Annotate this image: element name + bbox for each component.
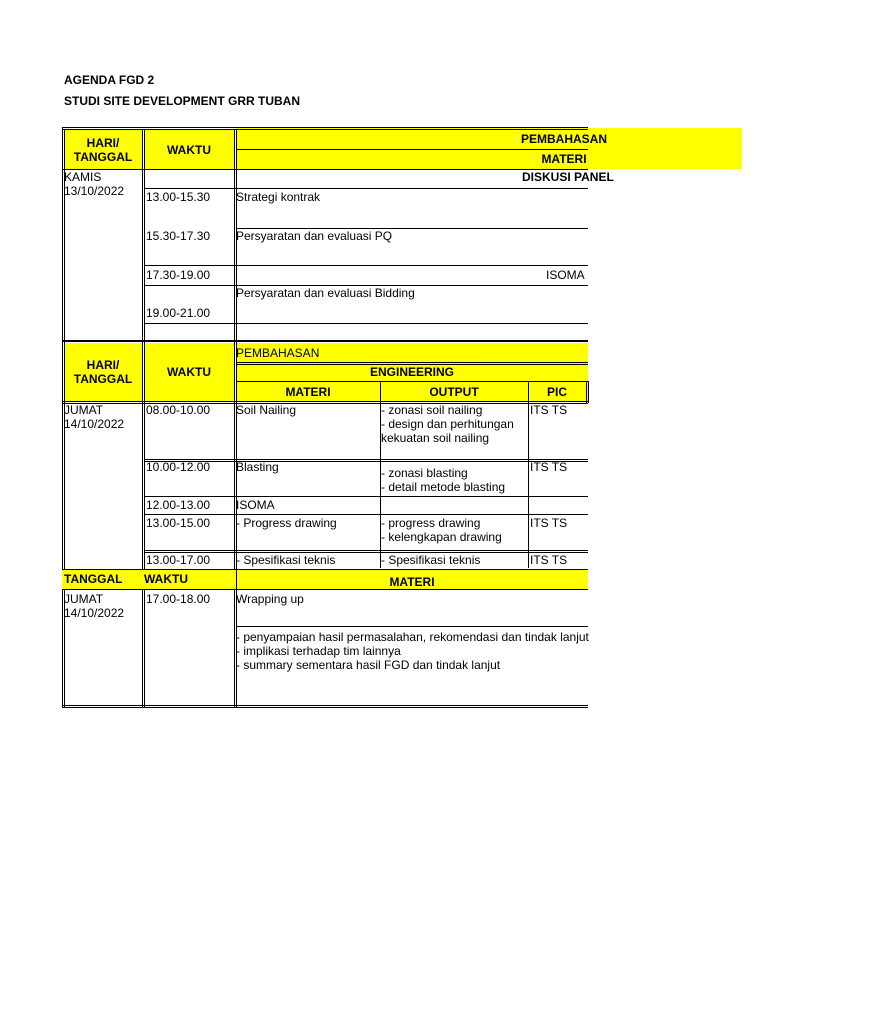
waktu-cell: 08.00-10.00 [146,403,211,417]
header-pic: PIC [546,385,567,399]
waktu-cell: 17.30-19.00 [146,268,211,282]
header-tanggal: TANGGAL [64,572,123,586]
materi-cell: Blasting [236,460,279,474]
header-materi: MATERI [389,575,435,589]
document-title-line2: STUDI SITE DEVELOPMENT GRR TUBAN [64,94,301,108]
output-line: - kelengkapan drawing [381,530,502,544]
waktu-cell: 13.00-15.30 [146,190,211,204]
pic-cell: ITS TS [530,553,568,567]
day-name: JUMAT [64,403,104,417]
waktu-cell: 12.00-13.00 [146,498,211,512]
day-name: JUMAT [64,592,104,606]
output-line: - detail metode blasting [381,480,506,494]
waktu-cell: 15.30-17.30 [146,229,211,243]
output-line: - Spesifikasi teknis [381,553,481,567]
header-hari-tanggal: HARI/ TANGGAL [73,358,133,386]
materi-cell: Soil Nailing [236,403,297,417]
header-pembahasan: PEMBAHASAN [236,346,320,360]
header-materi: MATERI [285,385,331,399]
waktu-cell: 19.00-21.00 [146,306,211,320]
materi-cell: ISOMA [236,498,275,512]
output-line: kekuatan soil nailing [381,431,490,445]
day-date: 14/10/2022 [64,417,125,431]
materi-cell: - Progress drawing [236,516,337,530]
document-title-line1: AGENDA FGD 2 [64,73,155,87]
header-engineering: ENGINEERING [369,365,454,379]
wrapup-item: - implikasi terhadap tim lainnya [236,644,401,658]
section-diskusi-panel: DISKUSI PANEL [522,170,614,184]
header-waktu: WAKTU [167,365,211,379]
wrapup-item: - penyampaian hasil permasalahan, rekomendasi dan tindak lanjut [236,630,589,644]
materi-cell: Persyaratan dan evaluasi PQ [236,229,393,243]
output-line: - design dan perhitungan [381,417,514,431]
header-materi-clipped: MATERI [541,152,587,166]
output-line: - zonasi soil nailing [381,403,483,417]
pic-cell: ITS TS [530,516,568,530]
pic-cell: ITS TS [530,460,568,474]
waktu-cell: 13.00-15.00 [146,516,211,530]
materi-cell-isoma: ISOMA [546,268,585,282]
day-date: 14/10/2022 [64,606,125,620]
waktu-cell: 13.00-17.00 [146,553,211,567]
waktu-cell: 17.00-18.00 [146,592,211,606]
materi-cell: Persyaratan dan evaluasi Bidding [236,286,415,300]
materi-title: Wrapping up [236,592,304,606]
output-line: - zonasi blasting [381,466,468,480]
header-pembahasan-clipped: PEMBAHASAN [520,132,607,146]
wrapup-item: - summary sementara hasil FGD dan tindak lanjut [236,658,501,672]
header-hari-tanggal: HARI/ TANGGAL [73,135,133,164]
day-date: 13/10/2022 [64,184,125,198]
materi-cell: - Spesifikasi teknis [236,553,336,567]
day-name: KAMIS [64,170,102,184]
header-waktu: WAKTU [144,572,188,586]
materi-cell: Strategi kontrak [236,190,321,204]
pic-cell: ITS TS [530,403,568,417]
header-output: OUTPUT [429,385,479,399]
header-waktu: WAKTU [167,142,211,157]
output-line: - progress drawing [381,516,481,530]
waktu-cell: 10.00-12.00 [146,460,211,474]
